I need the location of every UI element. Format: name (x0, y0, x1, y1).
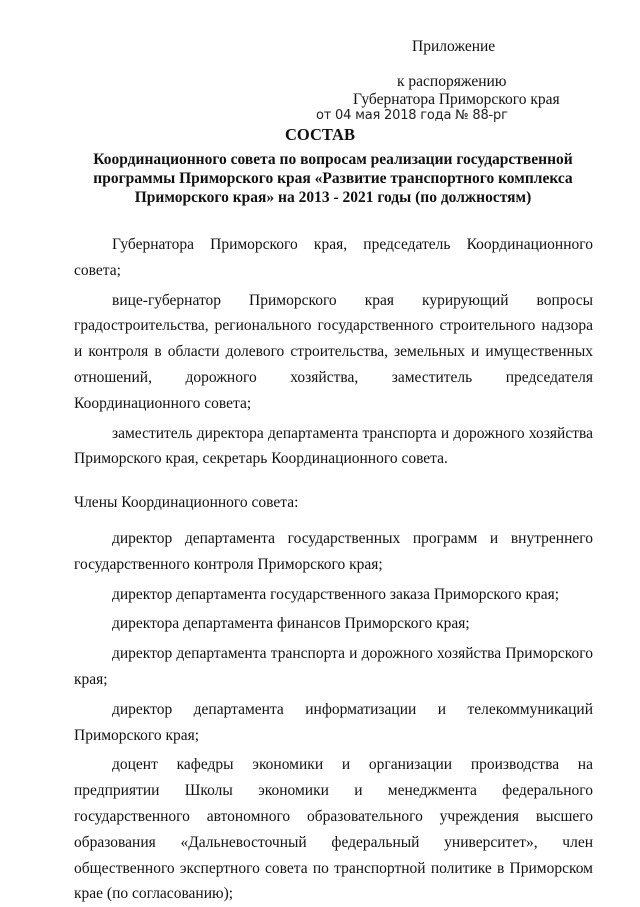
order-reference: к распоряжению (397, 73, 507, 90)
member-item: директор департамента транспорта и дорожного хозяйства Приморского края; (74, 645, 593, 688)
appendix-label: Приложение (412, 38, 496, 55)
document-subtitle: Координационного совета по вопросам реализации государственной программы Приморского края «Развитие транспортного комплекса Приморского края» на 2013 - 2021 годы (по должностям) (93, 151, 573, 206)
member-item: директора департамента финансов Приморского края; (112, 615, 470, 633)
member-item: доцент кафедры экономики и организации производства на предприятии Школы экономики и менеджмента федерального государственного автономного образовательного учреждения высшего образования «Дальневосточный федеральный университет», член общественного экспертного совета по транспортной политике в Приморском крае (по согласованию); (74, 756, 593, 903)
leadership-item: заместитель директора департамента транспорта и дорожного хозяйства Приморского края, секретарь Координационного совета. (74, 424, 593, 468)
member-item: директор департамента государственного заказа Приморского края; (112, 585, 560, 603)
document-title: СОСТАВ (285, 125, 355, 144)
member-item: директор департамента информатизации и телекоммуникаций Приморского края; (74, 700, 593, 744)
document-body (74, 232, 593, 907)
members-heading: Члены Координационного совета: (74, 494, 299, 512)
leadership-item: Губернатора Приморского края, председатель Координационного совета; (74, 236, 593, 279)
leadership-item: вице-губернатор Приморского края курирующий вопросы градостроительства, регионального государственного строительного надзора и контроля в области долевого строительства, земельных и имущественных отношений, дорожного хозяйства, заместитель председателя Координационного совета; (74, 291, 593, 412)
member-item: директор департамента государственных программ и внутреннего государственного контроля Приморского края; (74, 529, 593, 573)
governor-reference: Губернатора Приморского края (353, 91, 560, 108)
date-number-stamp: от 04 мая 2018 года № 88-рг (316, 108, 508, 123)
